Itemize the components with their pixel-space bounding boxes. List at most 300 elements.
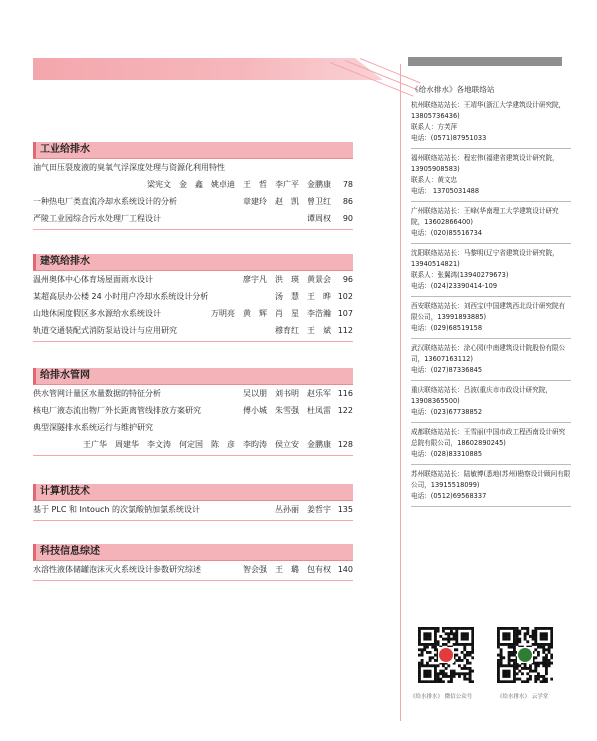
author-name: 王 斌	[307, 326, 331, 335]
qr-module	[447, 627, 450, 630]
qr-module	[542, 664, 545, 667]
qr-module	[434, 664, 437, 667]
qr-module	[513, 635, 516, 638]
qr-module	[429, 672, 432, 675]
qr-module	[471, 640, 474, 643]
qr-module	[545, 632, 548, 635]
qr-module	[545, 654, 548, 657]
qr-module	[545, 635, 548, 638]
qr-module	[418, 670, 421, 673]
qr-module	[502, 670, 505, 673]
qr-module	[540, 662, 543, 665]
qr-module	[458, 672, 461, 675]
qr-module	[550, 638, 553, 641]
qr-module	[450, 630, 453, 633]
qr-module	[431, 664, 434, 667]
qr-module	[534, 675, 537, 678]
qr-module	[534, 656, 537, 659]
author-name: 丛孙丽	[275, 505, 299, 514]
qr-module	[434, 654, 437, 657]
qr-module	[469, 670, 472, 673]
qr-module	[513, 664, 516, 667]
qr-module	[418, 640, 421, 643]
qr-module	[542, 632, 545, 635]
qr-module	[455, 659, 458, 662]
qr-module	[516, 643, 519, 646]
qr-module	[516, 667, 519, 670]
qr-module	[513, 630, 516, 633]
qr-module	[510, 659, 513, 662]
qr-module	[463, 627, 466, 630]
qr-module	[466, 635, 469, 638]
qr-module	[540, 643, 543, 646]
liaison-station	[411, 381, 571, 423]
qr-module	[461, 638, 464, 641]
qr-module	[429, 651, 432, 654]
qr-module	[455, 632, 458, 635]
station-line: 电话：(028)83310885	[411, 450, 483, 458]
qr-module	[423, 670, 426, 673]
liaison-station	[411, 423, 571, 465]
article-authors	[203, 305, 331, 322]
qr-module	[497, 672, 500, 675]
page-number: 140	[337, 565, 353, 574]
author-name: 王 哲	[243, 180, 267, 189]
article-authors	[235, 402, 331, 419]
liaison-station	[411, 297, 571, 339]
qr-module	[418, 654, 421, 657]
qr-module	[505, 635, 508, 638]
wechat-qr-code	[418, 627, 474, 683]
qr-module	[550, 662, 553, 665]
qr-module	[423, 627, 426, 630]
qr-module	[463, 678, 466, 681]
article-title: 核电厂液态流出物厂外长距离管线排放方案研究	[33, 406, 201, 415]
qr-module	[540, 638, 543, 641]
qr-module	[418, 680, 421, 683]
qr-module	[439, 670, 442, 673]
qr-module	[537, 654, 540, 657]
qr-module	[510, 646, 513, 649]
section-divider	[33, 229, 353, 230]
qr-module	[532, 630, 535, 633]
qr-module	[508, 635, 511, 638]
column-divider	[400, 64, 401, 721]
qr-module	[497, 632, 500, 635]
qr-module	[423, 638, 426, 641]
station-line: 电话：(0512)69568337	[411, 492, 487, 500]
qr-module	[469, 654, 472, 657]
qr-module	[532, 670, 535, 673]
qr-module	[513, 659, 516, 662]
qr-module	[508, 659, 511, 662]
qr-module	[532, 638, 535, 641]
qr-module	[540, 627, 543, 630]
qr-module	[513, 667, 516, 670]
author-name: 金鹏康	[307, 440, 331, 449]
qr-module	[534, 664, 537, 667]
qr-module	[455, 635, 458, 638]
qr-module	[502, 632, 505, 635]
qr-module	[423, 672, 426, 675]
toc-entry[interactable]	[33, 501, 353, 518]
qr-module	[423, 635, 426, 638]
section-divider	[33, 580, 353, 581]
qr-module	[453, 638, 456, 641]
qr-module	[510, 643, 513, 646]
qr-module	[426, 664, 429, 667]
qr-module	[471, 651, 474, 654]
qr-module	[500, 664, 503, 667]
qr-module	[526, 680, 529, 683]
qr-module	[521, 667, 524, 670]
qr-module	[502, 638, 505, 641]
section-divider	[33, 455, 353, 456]
qr-module	[453, 675, 456, 678]
qr-module	[429, 632, 432, 635]
qr-module	[537, 678, 540, 681]
qr-module	[458, 675, 461, 678]
author-name: 刘书明	[275, 389, 299, 398]
toc-entry[interactable]	[33, 159, 353, 193]
qr-module	[497, 670, 500, 673]
qr-module	[426, 662, 429, 665]
qr-module	[471, 638, 474, 641]
qr-module	[534, 667, 537, 670]
qr-module	[461, 667, 464, 670]
qr-module	[455, 648, 458, 651]
author-name: 周建华	[115, 440, 139, 449]
qr-module	[534, 640, 537, 643]
qr-module	[505, 664, 508, 667]
qr-module	[524, 638, 527, 641]
qr-module	[508, 672, 511, 675]
qr-module	[450, 638, 453, 641]
qr-module	[545, 659, 548, 662]
qr-module	[445, 632, 448, 635]
qr-module	[421, 654, 424, 657]
qr-module	[526, 630, 529, 633]
qr-module	[542, 638, 545, 641]
station-line: 电话：(023)67738852	[411, 408, 483, 416]
station-line: 广州联络站站长：王峰(华南理工大学建筑设计研究院，13602866400)	[411, 207, 559, 226]
qr-module	[548, 662, 551, 665]
qr-module	[450, 672, 453, 675]
qr-module	[518, 678, 521, 681]
qr-module	[450, 678, 453, 681]
author-name: 陈 彦	[211, 440, 235, 449]
qr-module	[421, 680, 424, 683]
author-name: 万明亮	[211, 309, 235, 318]
qr-module	[437, 672, 440, 675]
qr-module	[463, 643, 466, 646]
article-title: 严陵工业园综合污水处理厂工程设计	[33, 214, 161, 223]
qr-module	[505, 643, 508, 646]
qr-module	[508, 651, 511, 654]
qr-module	[469, 662, 472, 665]
article-authors	[235, 193, 331, 210]
qr-module	[471, 680, 474, 683]
qr-module	[497, 680, 500, 683]
author-name: 李浩瀚	[307, 309, 331, 318]
article-title: 基于 PLC 和 Intouch 的次氯酸钠加氯系统设计	[33, 505, 201, 514]
qr-module	[418, 630, 421, 633]
qr-module	[537, 646, 540, 649]
qr-module	[471, 630, 474, 633]
qr-module	[418, 662, 421, 665]
qr-module	[437, 627, 440, 630]
qr-module	[534, 627, 537, 630]
qr-module	[518, 640, 521, 643]
qr-module	[429, 638, 432, 641]
section-heading: 计算机技术	[33, 484, 353, 501]
qr-module	[505, 638, 508, 641]
qr-module	[508, 627, 511, 630]
qr-module	[545, 678, 548, 681]
qr-logo	[518, 648, 532, 662]
qr-module	[434, 643, 437, 646]
qr-module	[471, 643, 474, 646]
qr-module	[510, 664, 513, 667]
qr-module	[534, 643, 537, 646]
qr-module	[469, 675, 472, 678]
qr-module	[548, 651, 551, 654]
qr-module	[455, 643, 458, 646]
qr-module	[550, 632, 553, 635]
qr-module	[532, 643, 535, 646]
qr-module	[429, 664, 432, 667]
station-line: 重庆联络站站长：吕波(重庆市市政设计研究院，13908365500)	[411, 386, 553, 405]
qr-module	[437, 678, 440, 681]
author-name: 金鹏康	[307, 180, 331, 189]
toc-entry[interactable]	[33, 385, 353, 402]
qr-module	[434, 638, 437, 641]
classroom-qr-code	[497, 627, 553, 683]
author-name: 王 晔	[307, 292, 331, 301]
qr-module	[545, 670, 548, 673]
author-name: 智会强	[243, 565, 267, 574]
header-gray-band	[408, 57, 562, 66]
qr-module	[458, 656, 461, 659]
article-title: 温州奥体中心体育场屋面雨水设计	[33, 275, 153, 284]
toc-entry[interactable]	[33, 561, 353, 578]
liaison-station	[411, 149, 571, 202]
author-name: 王 璐	[275, 565, 299, 574]
qr-module	[516, 632, 519, 635]
page-number: 128	[337, 440, 353, 449]
qr-module	[463, 667, 466, 670]
qr-module	[534, 662, 537, 665]
qr-module	[505, 627, 508, 630]
station-line: 联系人：张翼鸿(13940279673)	[411, 271, 509, 279]
qr-module	[521, 627, 524, 630]
qr-module	[542, 680, 545, 683]
qr-module	[469, 643, 472, 646]
station-line: 联系人：黄文忠	[411, 176, 458, 184]
article-title: 轨道交通装配式消防泵站设计与应用研究	[33, 326, 177, 335]
author-name: 穆育红	[275, 326, 299, 335]
liaison-station	[411, 96, 571, 149]
qr-module	[513, 670, 516, 673]
qr-module	[524, 667, 527, 670]
qr-module	[513, 648, 516, 651]
qr-module	[447, 675, 450, 678]
qr-module	[502, 672, 505, 675]
station-line: 杭州联络站站长：王靖华(浙江大学建筑设计研究院，13805736436)	[411, 101, 566, 120]
qr-module	[510, 654, 513, 657]
article-authors	[267, 501, 331, 518]
toc-entry[interactable]	[33, 210, 353, 227]
qr-module	[513, 627, 516, 630]
page-number: 116	[337, 389, 353, 398]
qr-module	[542, 656, 545, 659]
section-heading: 工业给排水	[33, 142, 353, 159]
author-name: 梁宪文	[147, 180, 171, 189]
qr-module	[450, 675, 453, 678]
qr-module	[429, 675, 432, 678]
qr-module	[497, 627, 500, 630]
toc-entry[interactable]	[33, 271, 353, 288]
qr-module	[445, 672, 448, 675]
station-line: 联系人：方芙萍	[411, 123, 458, 131]
qr-module	[418, 667, 421, 670]
qr-module	[455, 640, 458, 643]
qr-module	[434, 646, 437, 649]
toc-section	[33, 484, 353, 521]
qr-module	[550, 656, 553, 659]
qr-module	[526, 632, 529, 635]
qr-module	[513, 675, 516, 678]
qr-module	[537, 627, 540, 630]
author-name: 何定国	[179, 440, 203, 449]
qr-module	[534, 648, 537, 651]
qr-module	[421, 651, 424, 654]
qr-module	[518, 664, 521, 667]
qr-module	[426, 638, 429, 641]
qr-module	[434, 680, 437, 683]
qr-module	[447, 664, 450, 667]
page-number: 90	[342, 214, 353, 223]
qr-module	[518, 632, 521, 635]
toc-section	[33, 544, 353, 581]
qr-module	[434, 630, 437, 633]
qr-module	[463, 646, 466, 649]
qr-module	[550, 643, 553, 646]
qr-module	[426, 646, 429, 649]
qr-module	[502, 664, 505, 667]
toc-entry[interactable]	[33, 402, 353, 419]
qr-module	[542, 659, 545, 662]
qr-module	[529, 678, 532, 681]
qr-module	[423, 646, 426, 649]
qr-module	[455, 672, 458, 675]
qr-module	[418, 627, 421, 630]
qr-module	[434, 675, 437, 678]
qr-module	[423, 680, 426, 683]
qr-module	[455, 638, 458, 641]
qr-module	[548, 627, 551, 630]
qr-module	[545, 638, 548, 641]
toc-entry[interactable]	[33, 322, 353, 339]
qr-module	[540, 632, 543, 635]
qr-module	[437, 664, 440, 667]
author-name: 杜凤雷	[307, 406, 331, 415]
page-number: 86	[342, 197, 353, 206]
qr-module	[466, 651, 469, 654]
liaison-station	[411, 339, 571, 381]
qr-module	[545, 627, 548, 630]
qr-module	[510, 627, 513, 630]
toc-entry[interactable]	[33, 193, 353, 210]
qr-module	[471, 656, 474, 659]
qr-module	[458, 659, 461, 662]
qr-module	[437, 643, 440, 646]
toc-entry[interactable]	[33, 305, 353, 322]
qr-module	[500, 627, 503, 630]
qr-module	[442, 675, 445, 678]
qr-module	[429, 670, 432, 673]
qr-module	[521, 680, 524, 683]
qr-module	[542, 678, 545, 681]
toc-entry[interactable]	[33, 419, 353, 453]
liaison-station	[411, 202, 571, 244]
author-name: 黄 辉	[243, 309, 267, 318]
author-name: 李文涛	[147, 440, 171, 449]
qr-module	[500, 662, 503, 665]
section-divider	[33, 341, 353, 342]
qr-module	[429, 627, 432, 630]
qr-module	[429, 656, 432, 659]
station-line: 电话：(029)68519158	[411, 324, 483, 332]
qr-module	[537, 664, 540, 667]
article-title: 典型深隧排水系统运行与维护研究	[33, 423, 153, 432]
article-title: 油气田压裂废液的臭氧气浮深度处理与资源化利用特性	[33, 163, 225, 172]
qr-module	[513, 643, 516, 646]
qr-module	[510, 680, 513, 683]
qr-module	[461, 643, 464, 646]
page-number: 96	[342, 275, 353, 284]
article-authors	[267, 288, 331, 305]
qr-module	[426, 632, 429, 635]
qr-module	[463, 664, 466, 667]
qr-module	[426, 643, 429, 646]
qr-module	[431, 656, 434, 659]
qr-module	[508, 646, 511, 649]
qr-module	[532, 632, 535, 635]
article-title: 供水管网计量区水量数据的特征分析	[33, 389, 161, 398]
qr-module	[418, 664, 421, 667]
toc-entry[interactable]	[33, 288, 353, 305]
qr-module	[524, 664, 527, 667]
qr-module	[542, 643, 545, 646]
qr-module	[461, 672, 464, 675]
qr-module	[508, 656, 511, 659]
page-number: 78	[342, 180, 353, 189]
qr-module	[431, 680, 434, 683]
qr-module	[508, 664, 511, 667]
qr-module	[505, 680, 508, 683]
qr-module	[521, 672, 524, 675]
qr-module	[529, 670, 532, 673]
qr-module	[550, 654, 553, 657]
author-name: 姚卓迪	[211, 180, 235, 189]
qr-module	[526, 672, 529, 675]
article-authors	[267, 322, 331, 339]
qr-module	[434, 627, 437, 630]
qr-module	[426, 635, 429, 638]
article-title: 山地休闲度假区多水源给水系统设计	[33, 309, 161, 318]
qr-module	[439, 635, 442, 638]
